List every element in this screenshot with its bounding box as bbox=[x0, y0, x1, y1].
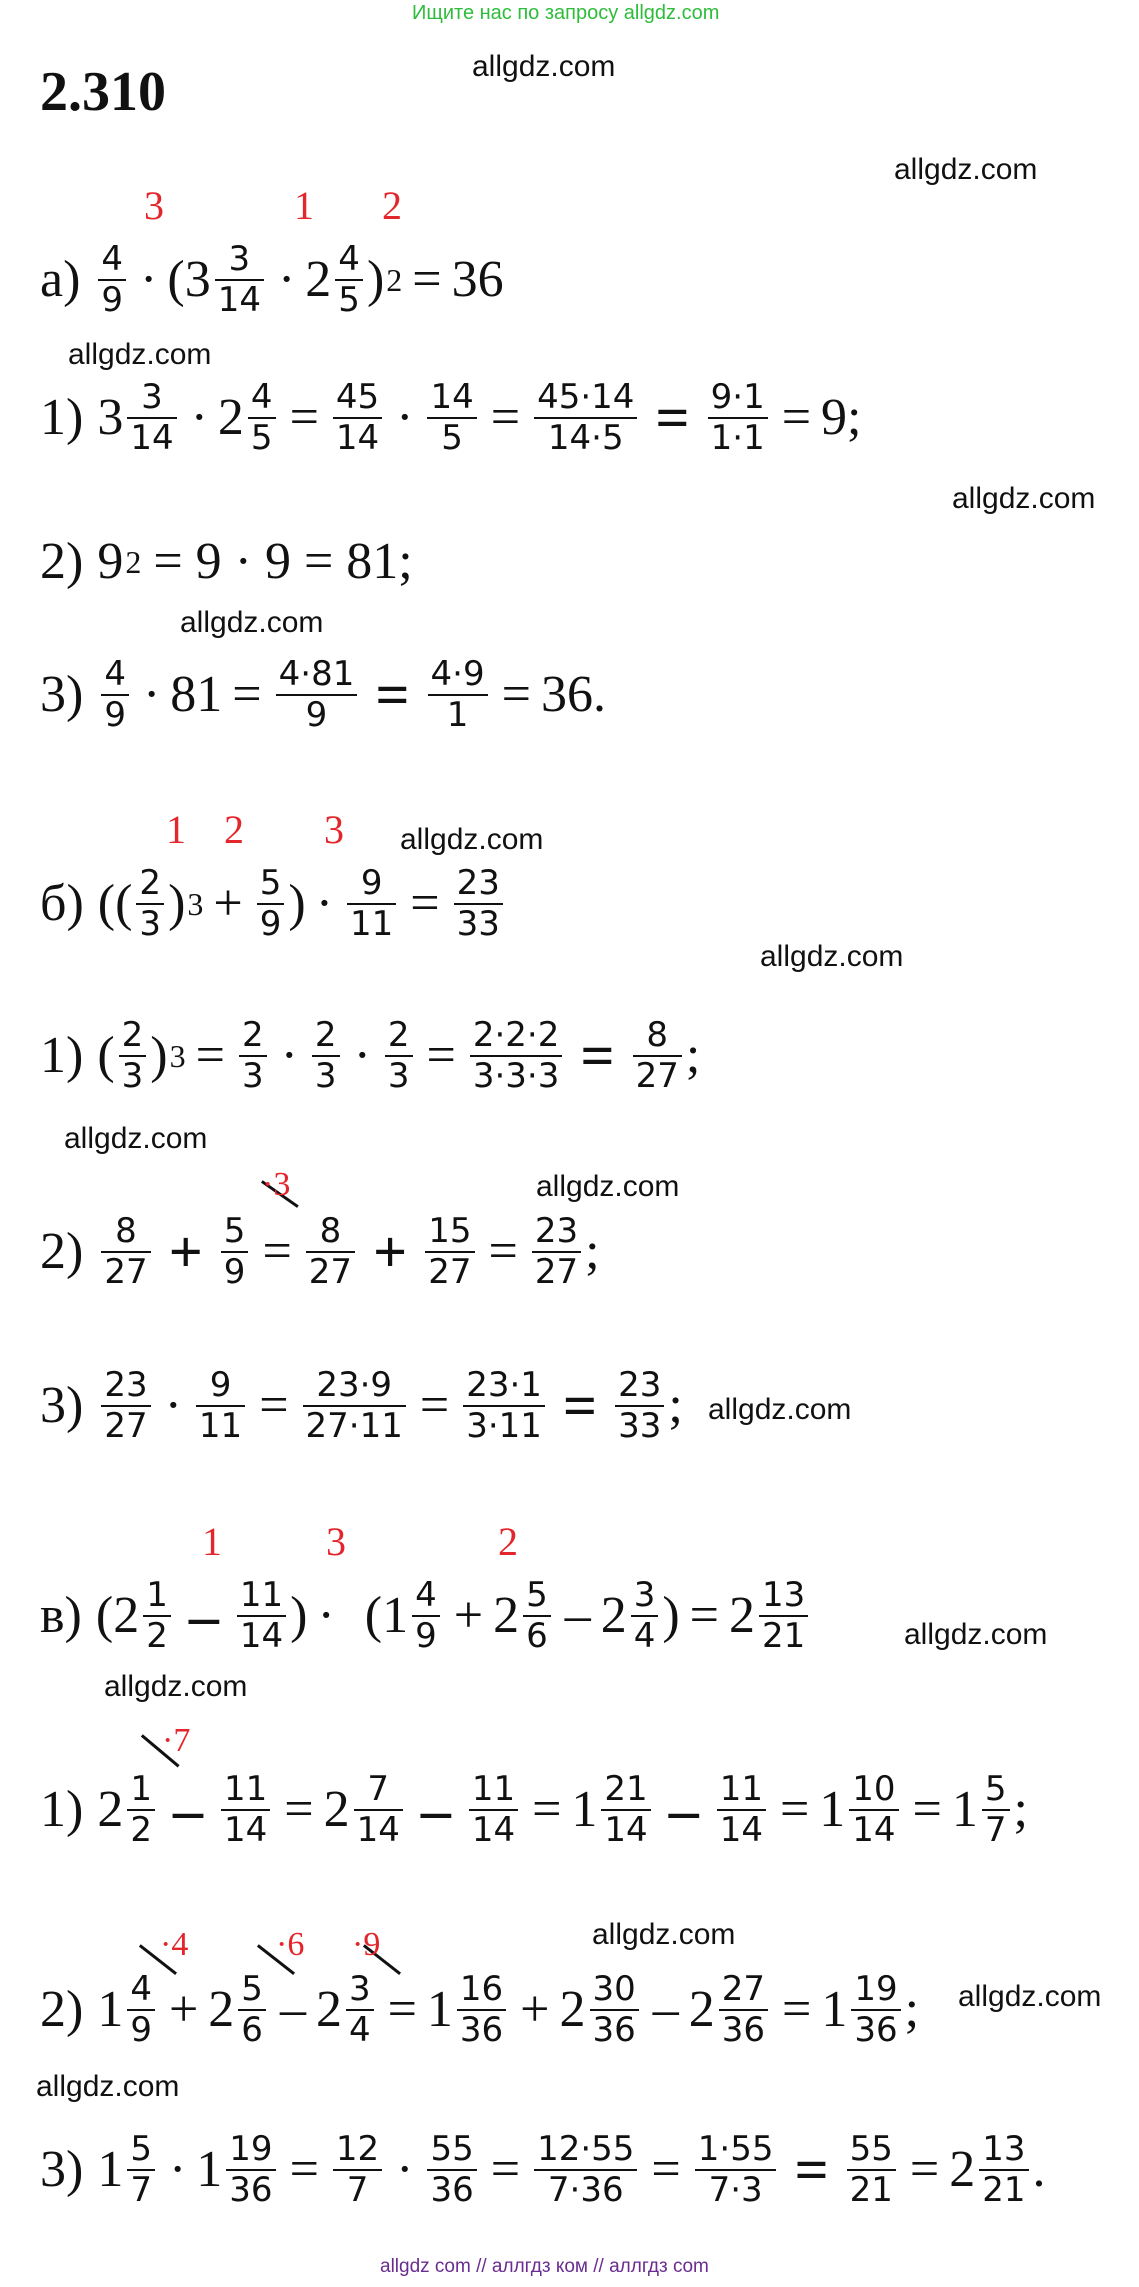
fraction: $\frac{13}{21}$ bbox=[979, 2130, 1028, 2210]
problem-v: в) ( 2 $\frac{1}{2}$ – $\frac{11}{14}$ ) · ( 1 $\frac{4}{9}$ + 2 $\frac{5}{6}$ – 2 $\frac{3}{4}$ ) = 2 $\frac{13}{21}$ bbox=[40, 1576, 812, 1656]
step-v1: 1) 2 $\frac{1}{2}$ – $\frac{11}{14}$ = 2 $\frac{7}{14}$ – $\frac{11}{14}$ = 1 $\frac{21}{14}$ – $\frac{11}{14}$ = 1 $\frac{10}{14}$ = 1 $\frac{5}{7}$ ; bbox=[40, 1769, 1028, 1851]
multiplier-mark: ·4 bbox=[160, 1926, 189, 1963]
fraction: $\frac{5}{7}$ bbox=[127, 2130, 155, 2210]
fraction: $\frac{8}{27}$ bbox=[633, 1016, 682, 1096]
order-mark: 3 bbox=[324, 807, 344, 852]
fraction: $\frac{11}{14}$ bbox=[717, 1770, 766, 1850]
fraction: $\frac{1\cdot 55}{7\cdot 3}$ bbox=[695, 2130, 777, 2210]
fraction: $\frac{13}{21}$ bbox=[759, 1576, 808, 1656]
fraction: $\frac{23}{33}$ bbox=[615, 1366, 664, 1446]
fraction: $\frac{9}{11}$ bbox=[347, 864, 396, 944]
watermark: allgdz.com bbox=[760, 940, 904, 973]
order-mark: 1 bbox=[294, 183, 314, 228]
fraction: $\frac{2}{3}$ bbox=[136, 864, 164, 944]
order-mark: 3 bbox=[326, 1519, 346, 1564]
order-mark: 3 bbox=[144, 183, 164, 228]
step-b3: 3) $\frac{23}{27}$ · $\frac{9}{11}$ = $\frac{23\cdot 9}{27\cdot 11}$ = $\frac{23\cdot 1}{3\cdot 11}$ = $\frac{23}{33}$ ; bbox=[40, 1365, 683, 1447]
problem-a: а) $\frac{4}{9}$ · ( 3 $\frac{3}{14}$ · 2 $\frac{4}{5}$ ) 2 = 36 bbox=[40, 239, 504, 321]
fraction: $\frac{55}{36}$ bbox=[427, 2130, 476, 2210]
watermark: allgdz.com bbox=[958, 1980, 1102, 2013]
order-mark: 1 bbox=[166, 807, 186, 852]
fraction: $\frac{9}{11}$ bbox=[196, 1366, 245, 1446]
fraction: $\frac{45\cdot 14}{14\cdot 5}$ bbox=[534, 378, 637, 458]
fraction: $\frac{4}{5}$ bbox=[335, 240, 363, 320]
watermark: allgdz.com bbox=[36, 2070, 180, 2103]
fraction: $\frac{14}{5}$ bbox=[427, 378, 476, 458]
problem-number: 2.310 bbox=[40, 61, 166, 123]
fraction: $\frac{5}{6}$ bbox=[523, 1576, 551, 1656]
multiplier-mark: ·9 bbox=[352, 1926, 381, 1963]
order-mark: 2 bbox=[498, 1519, 518, 1564]
fraction: $\frac{8}{27}$ bbox=[101, 1212, 150, 1292]
fraction: $\frac{4\cdot 81}{9}$ bbox=[276, 655, 358, 735]
watermark: allgdz.com bbox=[592, 1918, 736, 1951]
step-v3: 3) 1 $\frac{5}{7}$ · 1 $\frac{19}{36}$ = $\frac{12}{7}$ · $\frac{55}{36}$ = $\frac{12\cdot 55}{7\cdot 36}$ = $\frac{1\cdot 55}{7\cdot 3}$ = $\frac{55}{21}$ = 2 $\frac{13}{21}$ . bbox=[40, 2129, 1046, 2211]
step-b2: 2) $\frac{8}{27}$ + $\frac{5}{9}$ = $\frac{8}{27}$ + $\frac{15}{27}$ = $\frac{23}{27}$ ; bbox=[40, 1211, 600, 1293]
fraction: $\frac{5}{9}$ bbox=[221, 1212, 249, 1292]
watermark: allgdz.com bbox=[708, 1393, 852, 1426]
fraction: $\frac{5}{9}$ bbox=[257, 864, 285, 944]
fraction: $\frac{4}{9}$ bbox=[127, 1970, 155, 2050]
footer-links[interactable]: allgdz com // аллгдз ком // аллгдз com bbox=[380, 2256, 709, 2277]
step-b1: 1) ( $\frac{2}{3}$ ) 3 = $\frac{2}{3}$ · $\frac{2}{3}$ · $\frac{2}{3}$ = $\frac{2\cdot 2\cdot 2}{3\cdot 3\cdot 3}$ = $\frac{8}{27}$ ; bbox=[40, 1015, 701, 1097]
fraction: $\frac{3}{4}$ bbox=[631, 1576, 659, 1656]
fraction: $\frac{12}{7}$ bbox=[333, 2130, 382, 2210]
fraction: $\frac{9\cdot 1}{1\cdot 1}$ bbox=[708, 378, 768, 458]
fraction: $\frac{11}{14}$ bbox=[237, 1576, 286, 1656]
fraction: $\frac{4}{9}$ bbox=[101, 655, 129, 735]
watermark: allgdz.com bbox=[952, 482, 1096, 515]
fraction: $\frac{5}{7}$ bbox=[982, 1770, 1010, 1850]
fraction: $\frac{10}{14}$ bbox=[849, 1770, 898, 1850]
fraction: $\frac{2}{3}$ bbox=[312, 1016, 340, 1096]
order-mark: 1 bbox=[202, 1519, 222, 1564]
fraction: $\frac{55}{21}$ bbox=[847, 2130, 896, 2210]
fraction: $\frac{3}{4}$ bbox=[346, 1970, 374, 2050]
fraction: $\frac{30}{36}$ bbox=[590, 1970, 639, 2050]
fraction: $\frac{1}{2}$ bbox=[127, 1770, 155, 1850]
fraction: $\frac{15}{27}$ bbox=[425, 1212, 474, 1292]
order-mark: 2 bbox=[224, 807, 244, 852]
watermark: allgdz.com bbox=[904, 1618, 1048, 1651]
watermark: allgdz.com bbox=[536, 1170, 680, 1203]
order-mark: 2 bbox=[382, 183, 402, 228]
fraction: $\frac{4}{9}$ bbox=[98, 240, 126, 320]
fraction: $\frac{7}{14}$ bbox=[354, 1770, 403, 1850]
fraction: $\frac{4\cdot 9}{1}$ bbox=[428, 655, 488, 735]
multiplier-mark: ·6 bbox=[276, 1926, 305, 1963]
multiplier-mark: ·7 bbox=[162, 1722, 191, 1759]
step-v2: 2) 1 $\frac{4}{9}$ + 2 $\frac{5}{6}$ – 2 $\frac{3}{4}$ = 1 $\frac{16}{36}$ + 2 $\frac{30}{36}$ – 2 $\frac{27}{36}$ = 1 $\frac{19}{36}$ ; bbox=[40, 1969, 920, 2051]
watermark: allgdz.com bbox=[472, 50, 616, 83]
fraction: $\frac{8}{27}$ bbox=[306, 1212, 355, 1292]
fraction: $\frac{2\cdot 2\cdot 2}{3\cdot 3\cdot 3}$ bbox=[470, 1016, 563, 1096]
step-a3: 3) $\frac{4}{9}$ · 81 = $\frac{4\cdot 81}{9}$ = $\frac{4\cdot 9}{1}$ = 36. bbox=[40, 654, 606, 736]
watermark: allgdz.com bbox=[68, 338, 212, 371]
fraction: $\frac{23\cdot 1}{3\cdot 11}$ bbox=[463, 1366, 545, 1446]
fraction: $\frac{23}{27}$ bbox=[101, 1366, 150, 1446]
watermark: allgdz.com bbox=[104, 1670, 248, 1703]
fraction: $\frac{23}{27}$ bbox=[532, 1212, 581, 1292]
watermark: allgdz.com bbox=[64, 1122, 208, 1155]
fraction: $\frac{21}{14}$ bbox=[601, 1770, 650, 1850]
fraction: $\frac{4}{5}$ bbox=[248, 378, 276, 458]
fraction: $\frac{2}{3}$ bbox=[385, 1016, 413, 1096]
top-banner[interactable]: Ищите нас по запросу allgdz.com bbox=[412, 2, 720, 24]
fraction: $\frac{23}{33}$ bbox=[454, 864, 503, 944]
fraction: $\frac{2}{3}$ bbox=[239, 1016, 267, 1096]
watermark: allgdz.com bbox=[180, 606, 324, 639]
watermark: allgdz.com bbox=[894, 153, 1038, 186]
fraction: $\frac{45}{14}$ bbox=[333, 378, 382, 458]
fraction: $\frac{3}{14}$ bbox=[215, 240, 264, 320]
problem-b: б) (( $\frac{2}{3}$ ) 3 + $\frac{5}{9}$ ) · $\frac{9}{11}$ = $\frac{23}{33}$ bbox=[40, 864, 507, 944]
step-a2: 2) 9 2 = 9 · 9 = 81; bbox=[40, 533, 413, 590]
fraction: $\frac{1}{2}$ bbox=[143, 1576, 171, 1656]
step-a1: 1) 3 $\frac{3}{14}$ · 2 $\frac{4}{5}$ = $\frac{45}{14}$ · $\frac{14}{5}$ = $\frac{45\cdot 14}{14\cdot 5}$ = $\frac{9\cdot 1}{1\cdot 1}$ = 9; bbox=[40, 377, 862, 459]
fraction: $\frac{11}{14}$ bbox=[469, 1770, 518, 1850]
fraction: $\frac{11}{14}$ bbox=[221, 1770, 270, 1850]
watermark: allgdz.com bbox=[400, 823, 544, 856]
fraction: $\frac{19}{36}$ bbox=[226, 2130, 275, 2210]
multiplier-mark: ·3 bbox=[262, 1166, 291, 1203]
fraction: $\frac{27}{36}$ bbox=[719, 1970, 768, 2050]
fraction: $\frac{2}{3}$ bbox=[119, 1016, 147, 1096]
fraction: $\frac{5}{6}$ bbox=[238, 1970, 266, 2050]
fraction: $\frac{16}{36}$ bbox=[457, 1970, 506, 2050]
fraction: $\frac{3}{14}$ bbox=[127, 378, 176, 458]
fraction: $\frac{23\cdot 9}{27\cdot 11}$ bbox=[303, 1366, 406, 1446]
fraction: $\frac{19}{36}$ bbox=[851, 1970, 900, 2050]
fraction: $\frac{4}{9}$ bbox=[412, 1576, 440, 1656]
fraction: $\frac{12\cdot 55}{7\cdot 36}$ bbox=[534, 2130, 637, 2210]
item-label: а) bbox=[40, 251, 81, 309]
